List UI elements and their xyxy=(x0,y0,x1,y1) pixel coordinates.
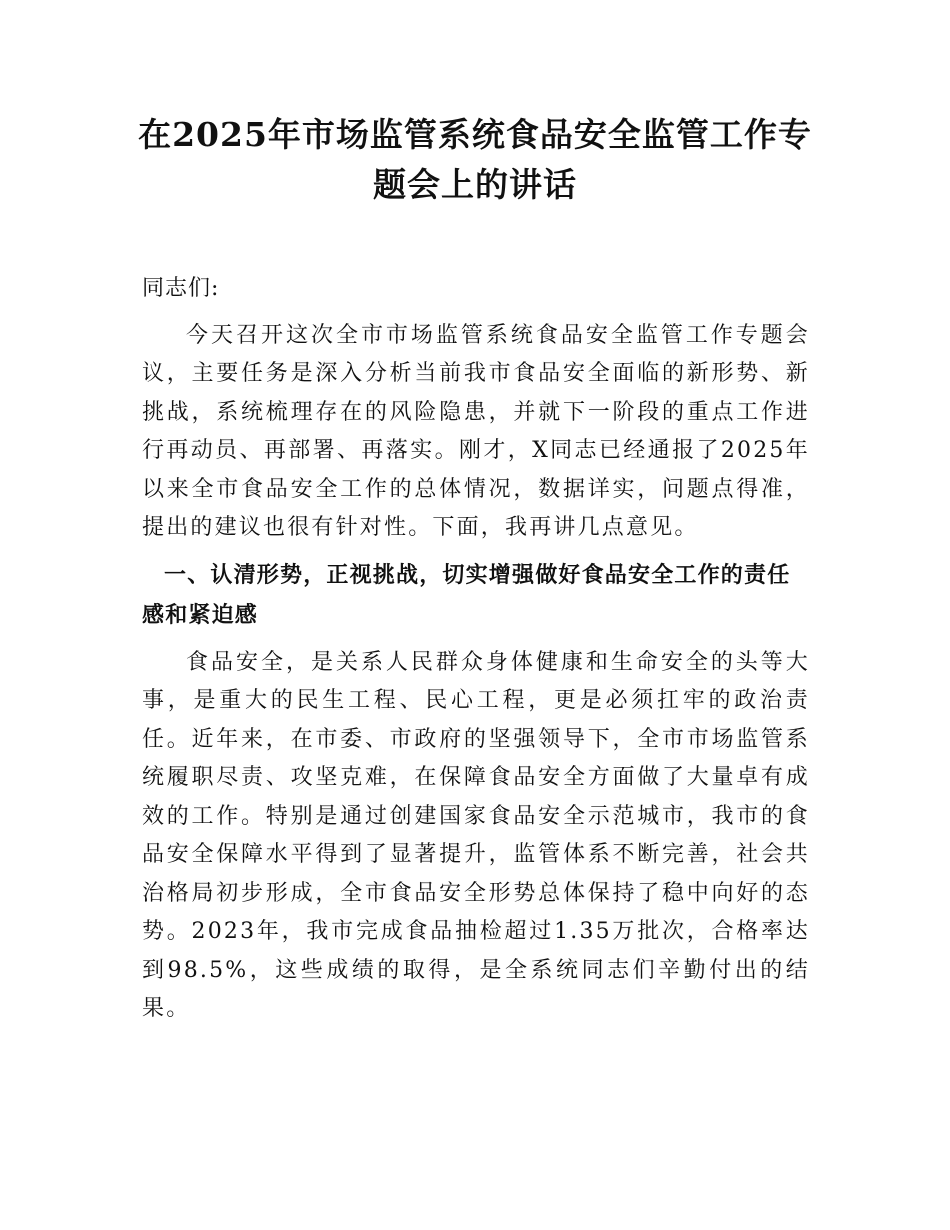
section-1-paragraph: 食品安全，是关系人民群众身体健康和生命安全的头等大事，是重大的民生工程、民心工程，更是必须扛牢的政治责任。近年来，在市委、市政府的坚强领导下，全市市场监管系统履职尽责、攻坚克难，在保障食品安全方面做了大量卓有成效的工作。特别是通过创建国家食品安全示范城市，我市的食品安全保障水平得到了显著提升，监管体系不断完善，社会共治格局初步形成，全市食品安全形势总体保持了稳中向好的态势。2023年，我市完成食品抽检超过1.35万批次，合格率达到98.5%，这些成绩的取得，是全系统同志们辛勤付出的结果。 xyxy=(142,649,810,1021)
salutation: 同志们: xyxy=(142,276,220,301)
intro-paragraph: 今天召开这次全市市场监管系统食品安全监管工作专题会议，主要任务是深入分析当前我市食品安全面临的新形势、新挑战，系统梳理存在的风险隐患，并就下一阶段的重点工作进行再动员、再部署、再落实。刚才，X同志已经通报了2025年以来全市食品安全工作的总体情况，数据详实，问题点得准，提出的建议也很有针对性。下面，我再讲几点意见。 xyxy=(142,322,810,540)
document-title: 在2025年市场监管系统食品安全监管工作专题会上的讲话 xyxy=(138,115,812,204)
section-heading-1: 一、认清形势，正视挑战，切实增强做好食品安全工作的责任感和紧迫感 xyxy=(142,562,791,628)
document-body xyxy=(142,270,810,1029)
